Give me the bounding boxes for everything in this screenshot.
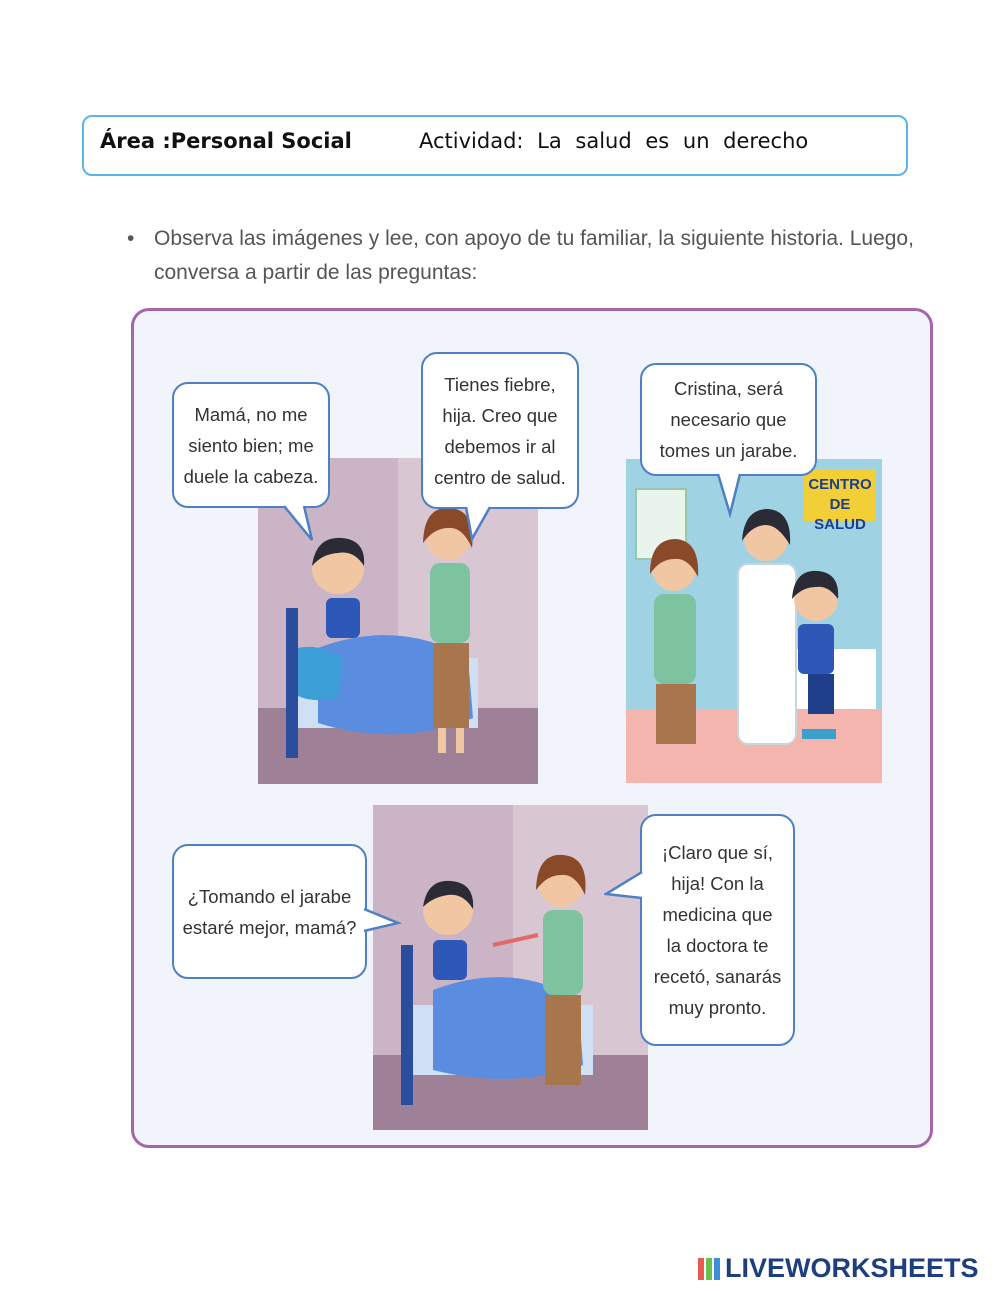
bubble-line: ¿Tomando el jarabe [187, 885, 352, 907]
bullet: • [127, 227, 135, 250]
area-label: Área :Personal Social [100, 129, 352, 153]
liveworksheets-logo-icon [698, 1258, 720, 1280]
bubble-tail [714, 472, 754, 518]
bubble-line: tomes un jarabe. [659, 440, 798, 461]
logo-text: LIVEWORKSHEETS [725, 1253, 979, 1283]
bubble-line: Cristina, será [674, 378, 783, 399]
sign-line-2: DE SALUD [814, 496, 866, 533]
instruction-text: Observa las imágenes y lee, con apoyo de tu familiar, la siguiente historia. Luego, conversa a partir de las preguntas: [154, 227, 914, 284]
bubble-line: debemos ir al [444, 435, 556, 457]
bubble-tail [604, 868, 644, 908]
bubble-line: ¡Claro que sí, [661, 842, 774, 863]
bubble-line: duele la cabeza. [183, 465, 319, 487]
medicine-illustration [373, 805, 648, 1130]
bubble-line: siento bien; me [188, 434, 314, 456]
speech-bubble-doctor [640, 363, 817, 476]
bubble-line: centro de salud. [434, 466, 566, 488]
speech-bubble-mother-fever [421, 352, 579, 509]
scene-medicine [373, 805, 648, 1130]
bubble-line: muy pronto. [668, 997, 767, 1018]
bubble-tail [462, 505, 502, 545]
bubble-line: hija! Con la [671, 873, 764, 894]
health-center-sign [804, 475, 876, 535]
bubble-line: hija. Creo que [442, 404, 558, 426]
bubble-line: estaré mejor, mamá? [182, 916, 357, 938]
scene-health-center [626, 459, 882, 783]
bubble-tail [362, 905, 402, 935]
bubble-line: medicina que [662, 904, 773, 925]
activity-label: Actividad: La salud es un derecho [419, 129, 809, 153]
activity-header [82, 115, 908, 176]
bubble-tail [282, 504, 322, 544]
bubble-line: la doctora te [666, 935, 769, 956]
sign-line-1: CENTRO [808, 476, 872, 493]
speech-bubble-girl-question [172, 844, 367, 979]
bubble-line: necesario que [670, 409, 787, 430]
speech-bubble-girl-sick [172, 382, 330, 508]
liveworksheets-logo [725, 1253, 979, 1284]
speech-bubble-mother-answer [640, 814, 795, 1046]
bubble-line: recetó, sanarás [653, 966, 782, 987]
bubble-line: Mamá, no me [194, 403, 308, 425]
bubble-line: Tienes fiebre, [444, 373, 556, 395]
